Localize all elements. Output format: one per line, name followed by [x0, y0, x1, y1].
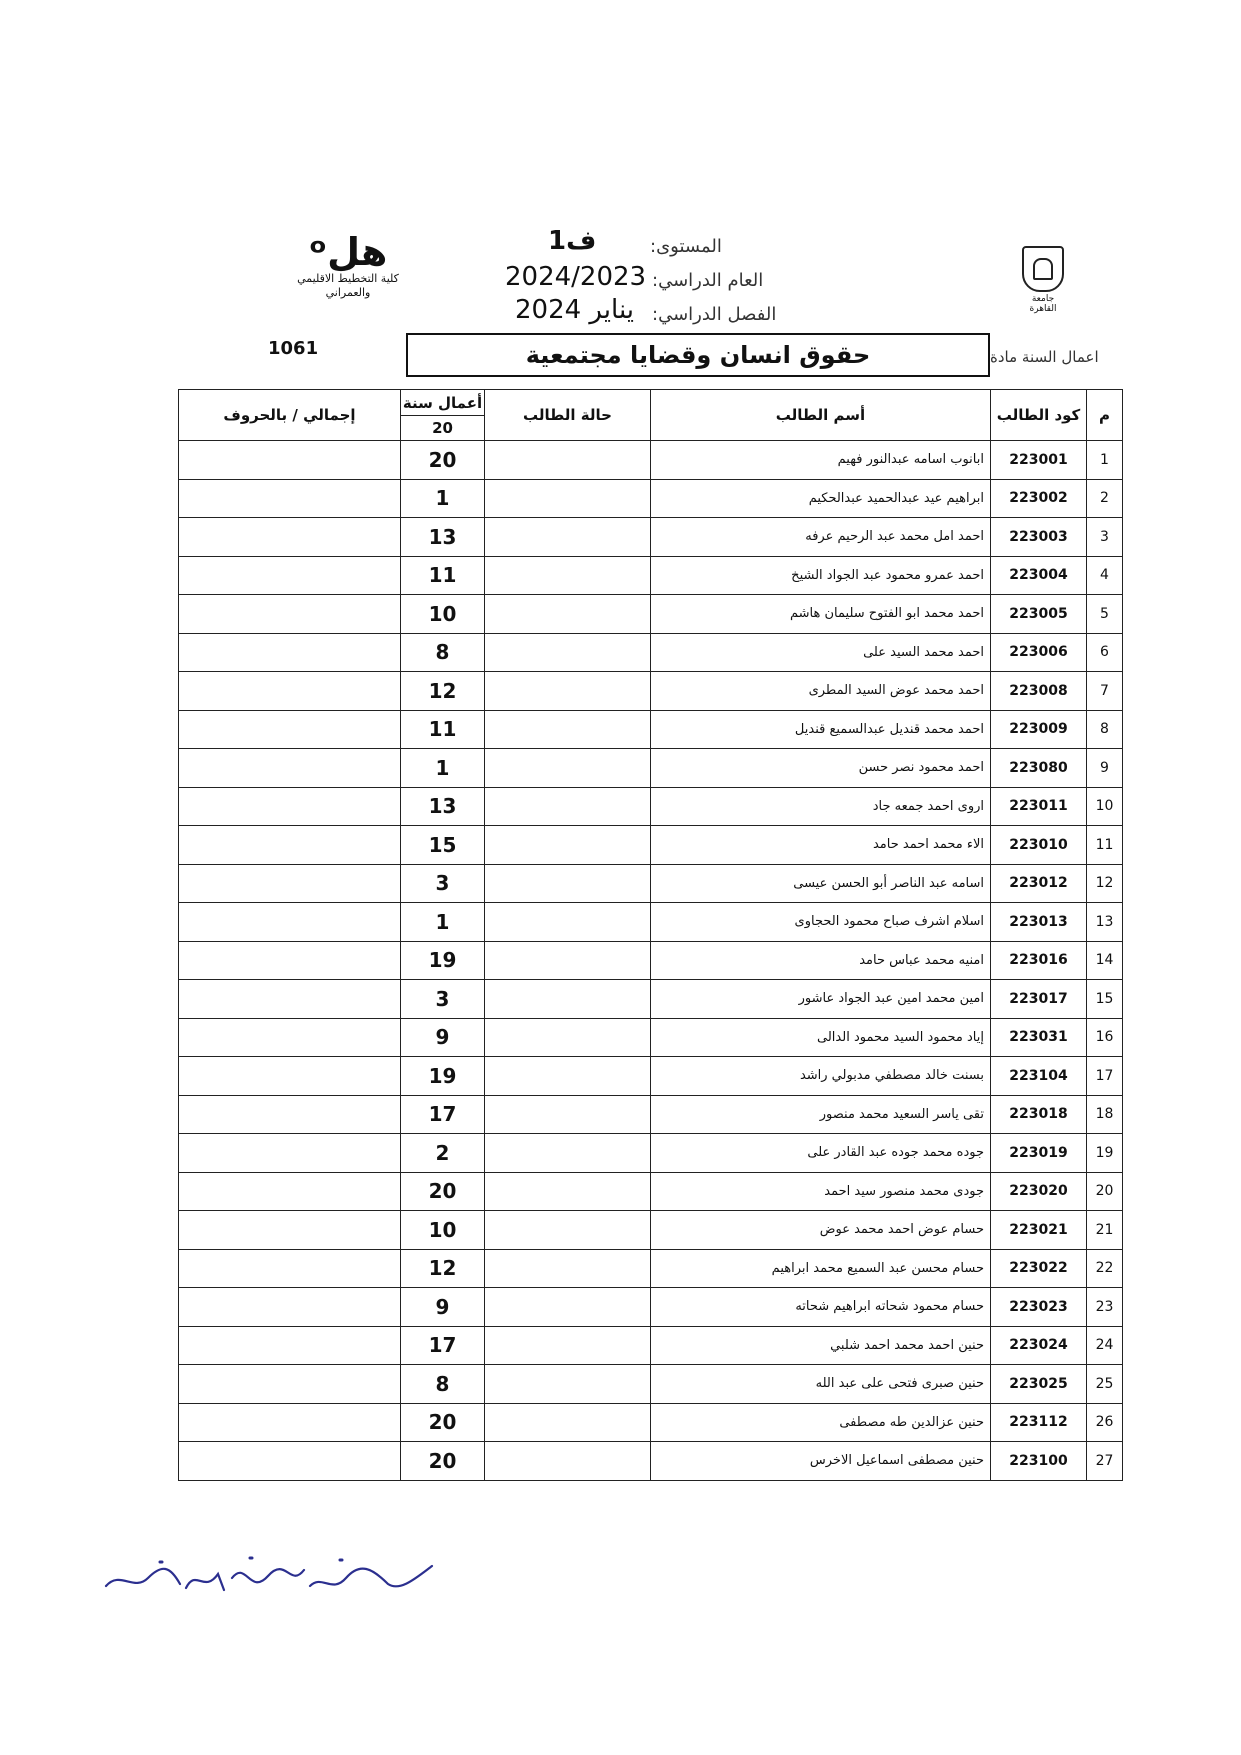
row-total-words — [179, 556, 401, 595]
row-code: 223001 — [991, 441, 1087, 480]
row-name: احمد محمد ابو الفتوح سليمان هاشم — [651, 595, 991, 634]
table-row — [179, 672, 1123, 711]
row-total-words — [179, 595, 401, 634]
row-grade: 17 — [401, 1326, 485, 1365]
university-caption: جامعة القاهرة — [1029, 294, 1057, 314]
row-name: احمد محمد قنديل عبدالسميع قنديل — [651, 710, 991, 749]
row-index: 13 — [1087, 903, 1123, 942]
table-row — [179, 1288, 1123, 1327]
row-index: 7 — [1087, 672, 1123, 711]
row-total-words — [179, 1442, 401, 1481]
header-name: أسم الطالب — [651, 390, 991, 441]
course-code: 1061 — [268, 338, 319, 359]
row-total-words — [179, 710, 401, 749]
table-row — [179, 1326, 1123, 1365]
row-code: 223020 — [991, 1172, 1087, 1211]
row-index: 18 — [1087, 1095, 1123, 1134]
row-index: 14 — [1087, 941, 1123, 980]
row-name: امنيه محمد عباس حامد — [651, 941, 991, 980]
faculty-logo — [288, 232, 408, 300]
row-name: حنين عزالدين طه مصطفى — [651, 1403, 991, 1442]
header-total-words: إجمالي / بالحروف — [179, 390, 401, 441]
row-total-words — [179, 1288, 401, 1327]
header-grade-max: 20 — [432, 418, 453, 437]
course-caption: اعمال السنة مادة — [990, 348, 1099, 366]
row-total-words — [179, 441, 401, 480]
table-row — [179, 1211, 1123, 1250]
row-name: حسام محمود شحاته ابراهيم شحاته — [651, 1288, 991, 1327]
row-code: 223013 — [991, 903, 1087, 942]
row-grade: 8 — [401, 1365, 485, 1404]
row-grade: 17 — [401, 1095, 485, 1134]
row-grade: 13 — [401, 518, 485, 557]
row-grade: 8 — [401, 633, 485, 672]
row-status — [485, 903, 651, 942]
table-row — [179, 1442, 1123, 1481]
row-name: احمد محمد السيد على — [651, 633, 991, 672]
row-status — [485, 672, 651, 711]
row-status — [485, 633, 651, 672]
row-index: 16 — [1087, 1018, 1123, 1057]
row-code: 223024 — [991, 1326, 1087, 1365]
row-index: 17 — [1087, 1057, 1123, 1096]
row-total-words — [179, 941, 401, 980]
signature-dots — [160, 1558, 342, 1562]
table-row — [179, 1249, 1123, 1288]
university-crest — [1018, 246, 1068, 314]
row-code: 223018 — [991, 1095, 1087, 1134]
row-code: 223003 — [991, 518, 1087, 557]
row-total-words — [179, 1134, 401, 1173]
row-index: 21 — [1087, 1211, 1123, 1250]
row-code: 223112 — [991, 1403, 1087, 1442]
row-total-words — [179, 749, 401, 788]
table-row — [179, 441, 1123, 480]
row-status — [485, 1442, 651, 1481]
table-header-row — [179, 390, 1123, 441]
row-code: 223008 — [991, 672, 1087, 711]
row-name: احمد محمود نصر حسن — [651, 749, 991, 788]
row-index: 3 — [1087, 518, 1123, 557]
row-status — [485, 1211, 651, 1250]
row-grade: 20 — [401, 1442, 485, 1481]
row-code: 223016 — [991, 941, 1087, 980]
header-grade — [401, 390, 485, 441]
row-name: الاء محمد احمد حامد — [651, 826, 991, 865]
table-row — [179, 1134, 1123, 1173]
row-code: 223031 — [991, 1018, 1087, 1057]
row-name: امين محمد امين عبد الجواد عاشور — [651, 980, 991, 1019]
row-grade: 20 — [401, 441, 485, 480]
row-index: 26 — [1087, 1403, 1123, 1442]
row-name: بسنت خالد مصطفي مدبولي راشد — [651, 1057, 991, 1096]
header-code: كود الطالب — [991, 390, 1087, 441]
header-index: م — [1087, 390, 1123, 441]
table-row — [179, 710, 1123, 749]
table-row — [179, 941, 1123, 980]
row-grade: 3 — [401, 980, 485, 1019]
row-status — [485, 556, 651, 595]
row-grade: 2 — [401, 1134, 485, 1173]
row-code: 223021 — [991, 1211, 1087, 1250]
row-grade: 10 — [401, 595, 485, 634]
row-name: اروى احمد جمعه جاد — [651, 787, 991, 826]
table-row — [179, 787, 1123, 826]
semester-value: يناير 2024 — [515, 295, 635, 325]
row-name: احمد امل محمد عبد الرحيم عرفه — [651, 518, 991, 557]
row-grade: 3 — [401, 864, 485, 903]
row-name: حسام محسن عبد السميع محمد ابراهيم — [651, 1249, 991, 1288]
header-status: حالة الطالب — [485, 390, 651, 441]
table-row — [179, 749, 1123, 788]
row-total-words — [179, 980, 401, 1019]
row-index: 23 — [1087, 1288, 1123, 1327]
row-index: 15 — [1087, 980, 1123, 1019]
row-code: 223104 — [991, 1057, 1087, 1096]
row-index: 27 — [1087, 1442, 1123, 1481]
row-grade: 12 — [401, 1249, 485, 1288]
row-code: 223080 — [991, 749, 1087, 788]
row-status — [485, 787, 651, 826]
row-grade: 11 — [401, 556, 485, 595]
row-grade: 19 — [401, 941, 485, 980]
row-status — [485, 479, 651, 518]
row-name: اسامه عبد الناصر أبو الحسن عيسى — [651, 864, 991, 903]
row-total-words — [179, 1326, 401, 1365]
row-total-words — [179, 787, 401, 826]
row-index: 22 — [1087, 1249, 1123, 1288]
row-index: 9 — [1087, 749, 1123, 788]
table-row — [179, 1057, 1123, 1096]
course-title: حقوق انسان وقضايا مجتمعية — [406, 333, 990, 377]
row-grade: 10 — [401, 1211, 485, 1250]
level-value: ف1 — [548, 226, 597, 256]
grades-table — [178, 389, 1123, 1481]
header-grade-label: أعمال سنة — [401, 391, 484, 416]
row-status — [485, 1326, 651, 1365]
table-row — [179, 864, 1123, 903]
row-total-words — [179, 518, 401, 557]
row-code: 223023 — [991, 1288, 1087, 1327]
row-status — [485, 595, 651, 634]
row-name: ابراهيم عيد عبدالحميد عبدالحكيم — [651, 479, 991, 518]
row-name: اسلام اشرف صباح محمود الحجاوى — [651, 903, 991, 942]
faculty-name: كلية التخطيط الاقليمي والعمراني — [297, 272, 399, 299]
row-total-words — [179, 864, 401, 903]
table-row — [179, 479, 1123, 518]
row-total-words — [179, 479, 401, 518]
row-status — [485, 749, 651, 788]
row-index: 20 — [1087, 1172, 1123, 1211]
row-name: حنين صبرى فتحى على عبد الله — [651, 1365, 991, 1404]
row-total-words — [179, 1365, 401, 1404]
table-row — [179, 518, 1123, 557]
row-status — [485, 864, 651, 903]
row-index: 5 — [1087, 595, 1123, 634]
row-status — [485, 1365, 651, 1404]
row-code: 223019 — [991, 1134, 1087, 1173]
row-grade: 19 — [401, 1057, 485, 1096]
row-name: جوده محمد جوده عبد القادر على — [651, 1134, 991, 1173]
row-total-words — [179, 1057, 401, 1096]
row-grade: 13 — [401, 787, 485, 826]
table-row — [179, 1365, 1123, 1404]
faculty-logo-mark: ᵒهل — [308, 230, 388, 274]
row-grade: 15 — [401, 826, 485, 865]
table-row — [179, 633, 1123, 672]
row-grade: 11 — [401, 710, 485, 749]
row-status — [485, 1057, 651, 1096]
row-status — [485, 1403, 651, 1442]
row-total-words — [179, 903, 401, 942]
row-index: 8 — [1087, 710, 1123, 749]
table-row — [179, 1018, 1123, 1057]
table-row — [179, 1172, 1123, 1211]
row-index: 12 — [1087, 864, 1123, 903]
table-row — [179, 556, 1123, 595]
row-status — [485, 441, 651, 480]
row-index: 1 — [1087, 441, 1123, 480]
row-status — [485, 1134, 651, 1173]
row-status — [485, 1018, 651, 1057]
row-grade: 9 — [401, 1018, 485, 1057]
row-index: 2 — [1087, 479, 1123, 518]
row-status — [485, 1172, 651, 1211]
row-status — [485, 1095, 651, 1134]
row-total-words — [179, 1211, 401, 1250]
row-status — [485, 941, 651, 980]
semester-label: الفصل الدراسي: — [652, 304, 777, 325]
row-index: 6 — [1087, 633, 1123, 672]
row-code: 223010 — [991, 826, 1087, 865]
row-total-words — [179, 1018, 401, 1057]
row-code: 223022 — [991, 1249, 1087, 1288]
row-index: 24 — [1087, 1326, 1123, 1365]
row-name: حسام عوض احمد محمد عوض — [651, 1211, 991, 1250]
row-total-words — [179, 1403, 401, 1442]
row-total-words — [179, 1172, 401, 1211]
row-name: إياد محمود السيد محمود الدالى — [651, 1018, 991, 1057]
row-total-words — [179, 826, 401, 865]
row-total-words — [179, 1095, 401, 1134]
table-row — [179, 903, 1123, 942]
table-row — [179, 1403, 1123, 1442]
table-row — [179, 595, 1123, 634]
row-index: 10 — [1087, 787, 1123, 826]
row-grade: 12 — [401, 672, 485, 711]
table-row — [179, 826, 1123, 865]
row-grade: 1 — [401, 903, 485, 942]
row-status — [485, 826, 651, 865]
row-name: احمد عمرو محمود عبد الجواد الشيخ — [651, 556, 991, 595]
row-index: 4 — [1087, 556, 1123, 595]
table-row — [179, 980, 1123, 1019]
crest-icon — [1022, 246, 1064, 292]
row-index: 19 — [1087, 1134, 1123, 1173]
row-name: احمد محمد عوض السيد المطرى — [651, 672, 991, 711]
table-row — [179, 1095, 1123, 1134]
row-index: 25 — [1087, 1365, 1123, 1404]
row-code: 223006 — [991, 633, 1087, 672]
row-code: 223002 — [991, 479, 1087, 518]
year-label: العام الدراسي: — [652, 270, 764, 291]
row-status — [485, 1249, 651, 1288]
row-status — [485, 980, 651, 1019]
row-total-words — [179, 1249, 401, 1288]
row-grade: 9 — [401, 1288, 485, 1327]
row-code: 223005 — [991, 595, 1087, 634]
row-name: جودى محمد منصور سيد احمد — [651, 1172, 991, 1211]
row-status — [485, 1288, 651, 1327]
row-code: 223009 — [991, 710, 1087, 749]
row-name: ابانوب اسامه عبدالنور فهيم — [651, 441, 991, 480]
row-code: 223100 — [991, 1442, 1087, 1481]
row-grade: 20 — [401, 1403, 485, 1442]
row-total-words — [179, 672, 401, 711]
row-code: 223011 — [991, 787, 1087, 826]
year-value: 2024/2023 — [505, 262, 647, 292]
row-index: 11 — [1087, 826, 1123, 865]
row-code: 223004 — [991, 556, 1087, 595]
row-status — [485, 518, 651, 557]
row-code: 223012 — [991, 864, 1087, 903]
row-status — [485, 710, 651, 749]
row-code: 223025 — [991, 1365, 1087, 1404]
row-name: حنين احمد محمد احمد شلبي — [651, 1326, 991, 1365]
row-code: 223017 — [991, 980, 1087, 1019]
level-label: المستوى: — [650, 236, 722, 257]
table-body — [179, 441, 1123, 1481]
row-name: حنين مصطفى اسماعيل الاخرس — [651, 1442, 991, 1481]
row-name: تقى ياسر السعيد محمد منصور — [651, 1095, 991, 1134]
row-grade: 1 — [401, 479, 485, 518]
row-grade: 1 — [401, 749, 485, 788]
row-total-words — [179, 633, 401, 672]
row-grade: 20 — [401, 1172, 485, 1211]
signature-stroke — [106, 1566, 432, 1590]
signature — [100, 1548, 440, 1608]
